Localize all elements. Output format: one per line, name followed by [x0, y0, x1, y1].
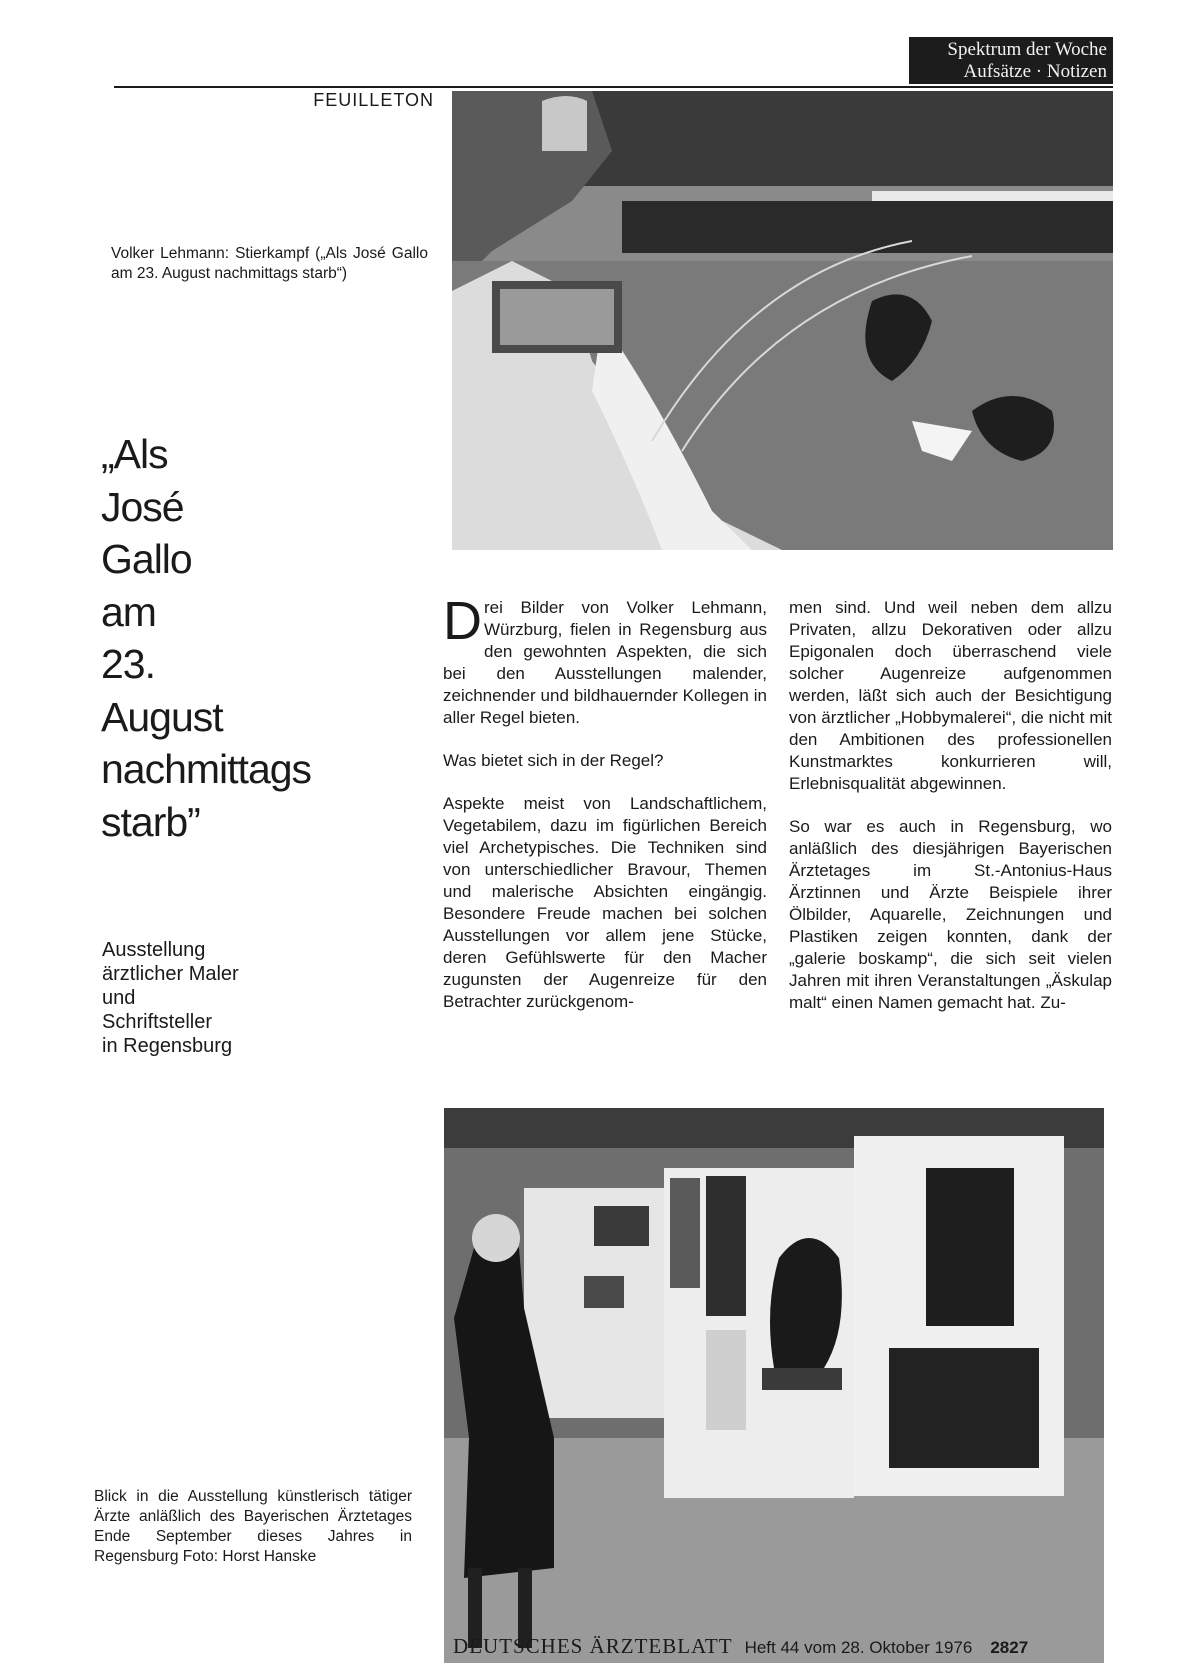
- headline-line: August: [101, 693, 223, 740]
- header-line-1: Spektrum der Woche: [947, 39, 1107, 60]
- headline-line: „Als: [101, 431, 168, 477]
- subtitle-line: ärztlicher Maler: [102, 963, 239, 985]
- article-headline: [101, 428, 421, 848]
- article-paragraph: Drei Bilder von Volker Lehmann, Würzburg, fielen in Regensburg aus den gewohnten Aspekten, die sich bei den Ausstellungen malender, zeichnender und bildhauernder Kollegen in aller Regel bieten.: [443, 591, 767, 727]
- header-rule: [114, 86, 1113, 88]
- page-number: 2827: [990, 1638, 1029, 1657]
- subtitle-line: in Regensburg: [102, 1035, 233, 1057]
- section-header-box: [909, 37, 1113, 84]
- headline-line: José: [101, 483, 184, 530]
- footer-brand: DEUTSCHES ÄRZTEBLATT: [453, 1634, 733, 1658]
- subtitle-line: Schriftsteller: [102, 1011, 213, 1033]
- article-paragraph: So war es auch in Regensburg, wo anläßlich des diesjährigen Bayerischen Ärztetages im St.-Antonius-Haus Ärztinnen und Ärzte Beispiele ihrer Ölbilder, Aquarelle, Zeichnungen und Plastiken zeigen konnten, dank der „galerie boskamp“, die sich seit vielen Jahren mit ihren Veranstaltungen „Äskulap malt“ einen Namen gemacht hat. Zu-: [789, 817, 1112, 1012]
- headline-line: Gallo: [101, 536, 192, 582]
- painting-photo: [452, 91, 1113, 550]
- drop-cap: D: [443, 591, 482, 651]
- article-paragraph: Was bietet sich in der Regel?: [443, 751, 664, 770]
- page-footer: [453, 1634, 1113, 1659]
- exhibition-photo: [444, 1108, 1104, 1663]
- exhibition-caption: Blick in die Ausstellung künstlerisch tätiger Ärzte anläßlich des Bayerischen Ärztetages Ende September dieses Jahres in Regensburg Foto: Horst Hanske: [94, 1488, 412, 1565]
- article-column-1: [443, 591, 767, 1034]
- subtitle-line: und: [102, 987, 136, 1009]
- article-column-2: [789, 597, 1112, 1035]
- subtitle-line: Ausstellung: [102, 939, 206, 961]
- article-paragraph: Aspekte meist von Landschaftlichem, Vegetabilem, dazu im figürlichen Bereich viel Archetypisches. Die Techniken sind von unterschiedlicher Bravour, Themen und malerische Absichten eingängig. Besondere Freude machen bei solchen Ausstellungen vor allem jene Stücke, deren Gefühlswerte für den Macher zugunsten der Augenreize für den Betrachter zurückgenom-: [443, 794, 767, 1011]
- headline-line: 23.: [101, 641, 155, 687]
- painting-image: [452, 91, 1113, 550]
- headline-line: starb”: [101, 798, 200, 845]
- section-label: FEUILLETON: [313, 90, 434, 110]
- painting-caption: Volker Lehmann: Stierkampf („Als José Gallo am 23. August nachmittags starb“): [111, 245, 428, 282]
- headline-line: nachmittags: [101, 746, 312, 792]
- exhibition-image: [444, 1108, 1104, 1663]
- article-paragraph: men sind. Und weil neben dem allzu Privaten, allzu Dekorativen oder allzu Epigonalen doch überraschend viele solcher Augenreize aufgenommen werden, läßt sich auch der Besichtigung von ärztlicher „Hobbymalerei“, die nicht mit den Ambitionen des professionellen Kunstmarktes konkurrieren will, Erlebnisqualität abgewinnen.: [789, 598, 1112, 793]
- footer-issue: Heft 44 vom 28. Oktober 1976: [744, 1638, 973, 1657]
- headline-line: am: [101, 588, 156, 635]
- header-line-2: Aufsätze · Notizen: [963, 61, 1107, 82]
- article-subtitle: [102, 938, 422, 1058]
